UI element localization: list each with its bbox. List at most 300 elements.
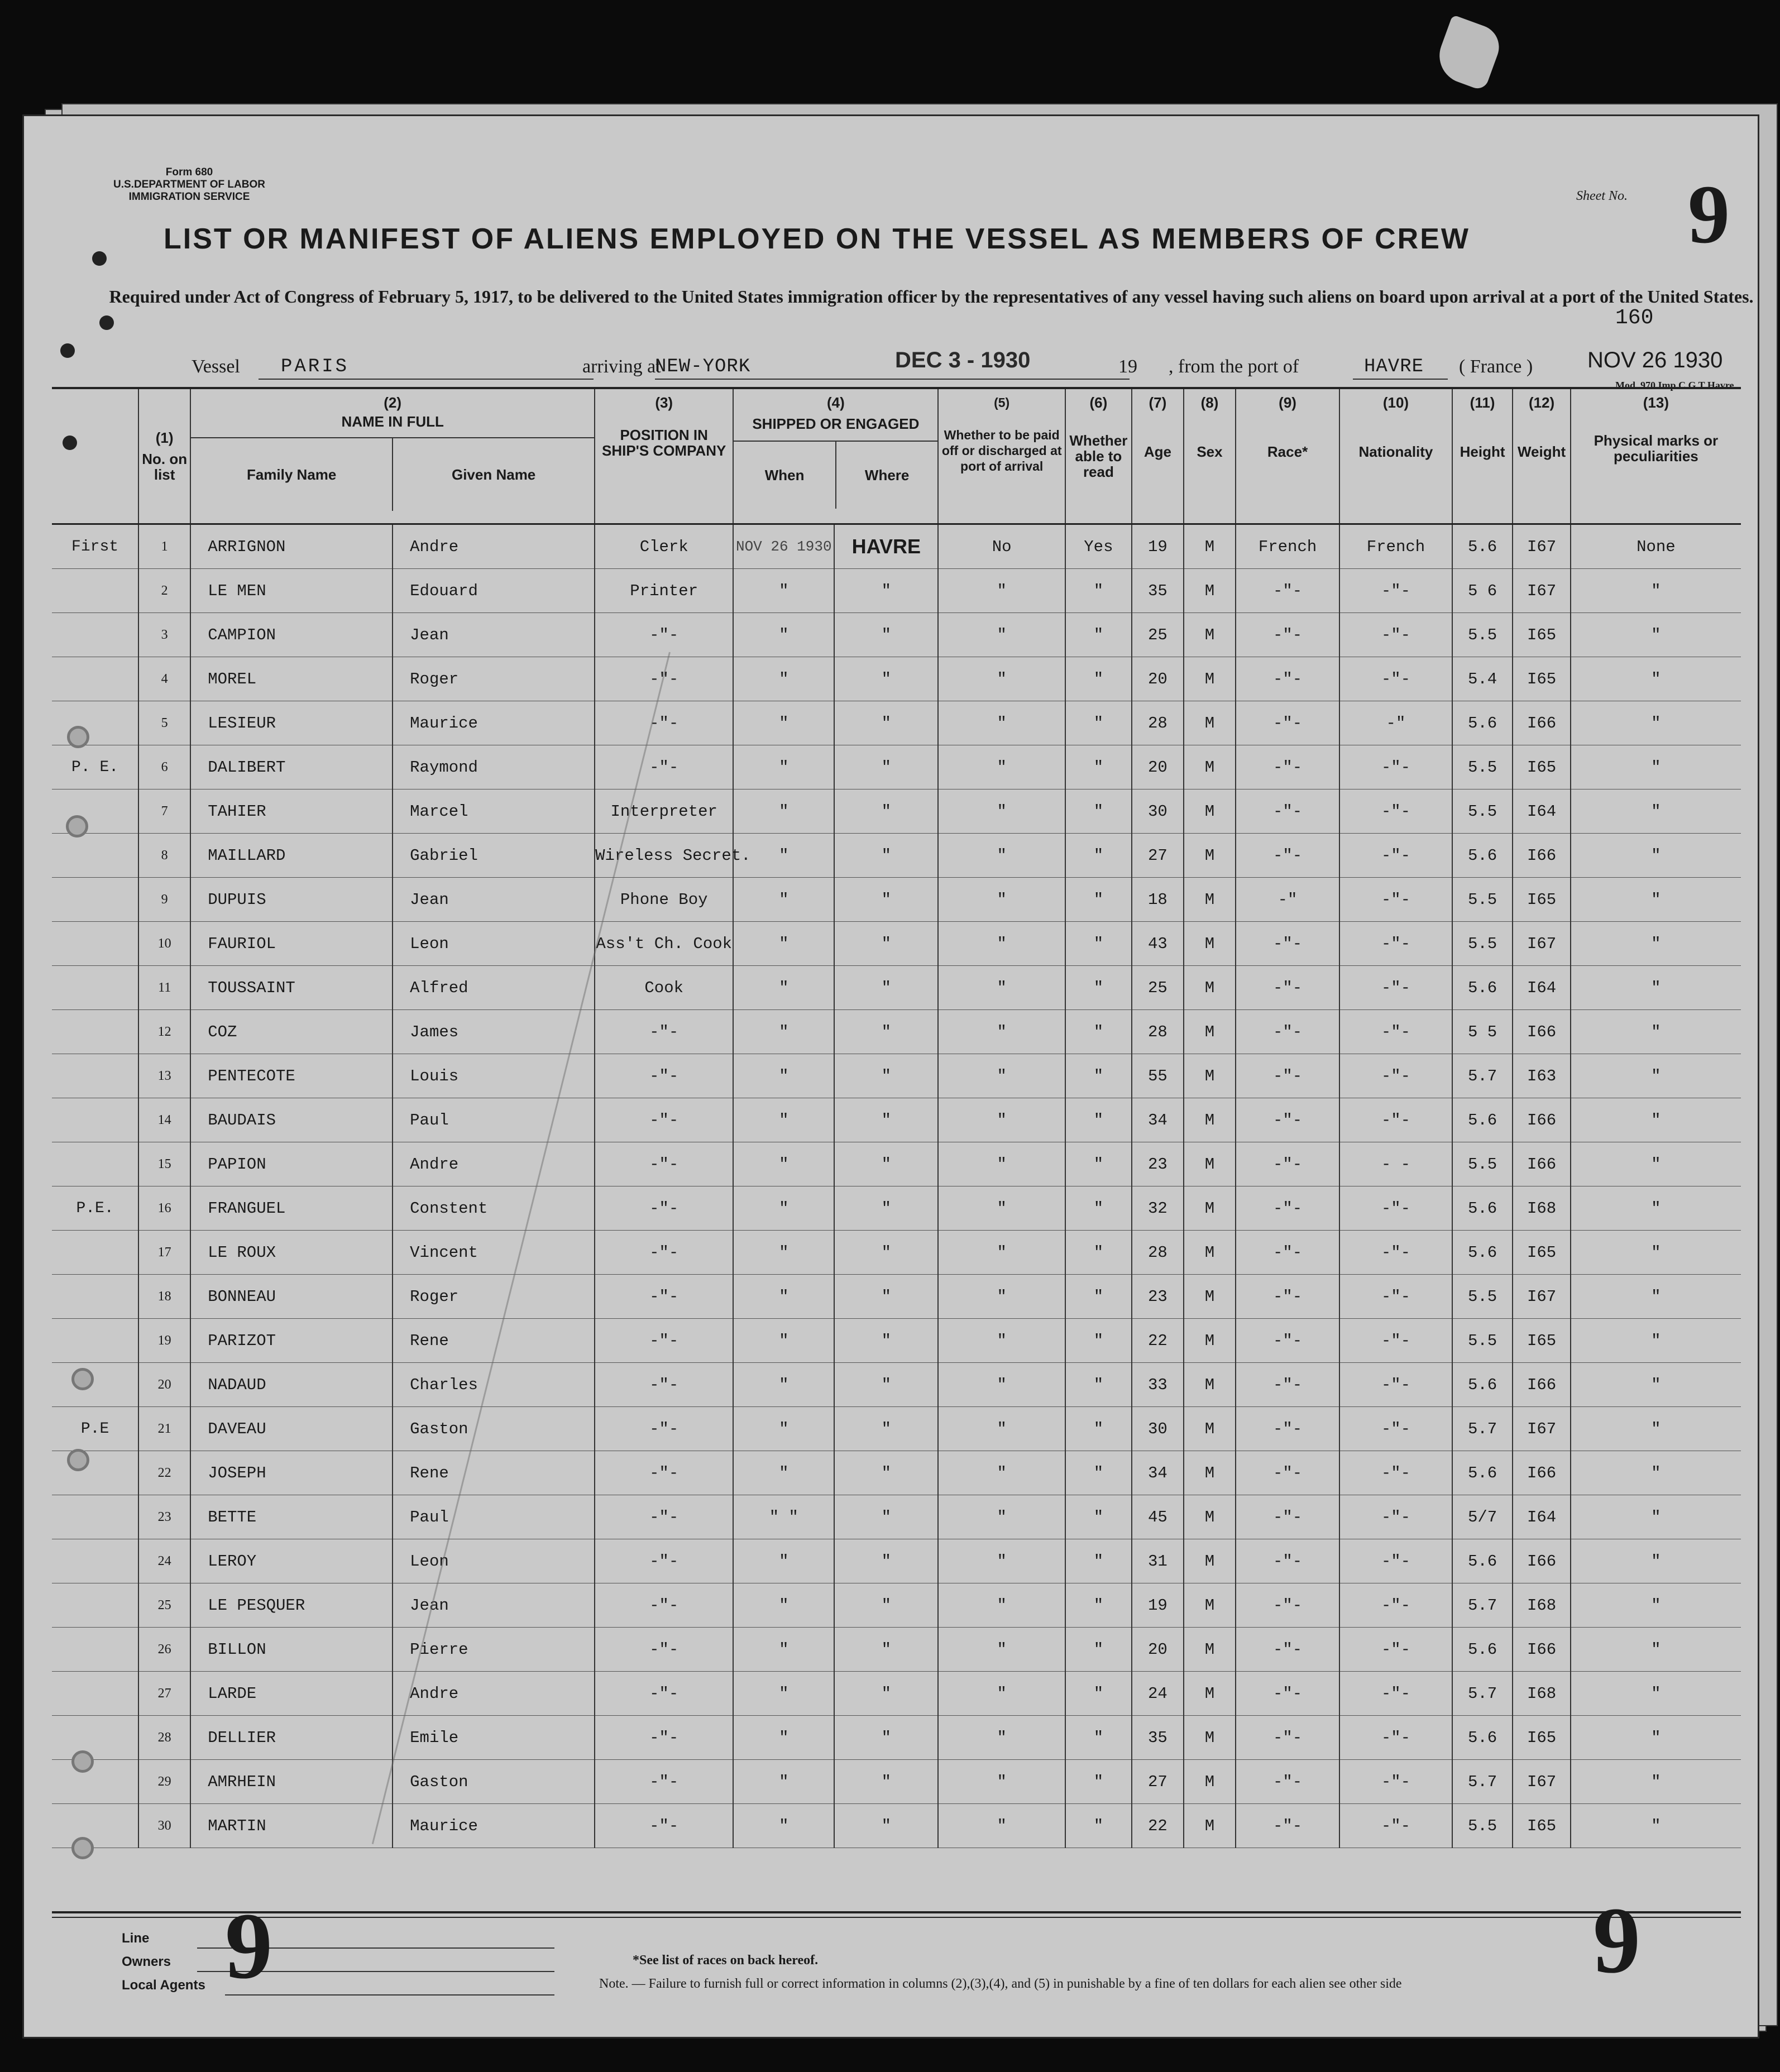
col3-num: (3) [655,394,673,411]
col1-label: No. on list [142,451,188,483]
page-title: LIST OR MANIFEST OF ALIENS EMPLOYED ON THE VESSEL AS MEMBERS OF CREW [164,223,1470,255]
family-name-header: Family Name [191,438,393,511]
weight: I65 [1513,1804,1570,1848]
col2-subheaders [191,438,594,511]
able-to-read: " [1065,1760,1132,1804]
row-number: 14 [138,1098,190,1142]
paid-off: " [938,1363,1065,1407]
col3-label: POSITION IN SHIP'S COMPANY [602,427,726,459]
height: 5.7 [1452,1054,1513,1098]
given-name: Jean [393,613,595,657]
vessel-label: Vessel [192,356,240,377]
physical-marks: " [1571,789,1741,834]
paid-off: " [938,1098,1065,1142]
row-number: 13 [138,1054,190,1098]
able-to-read: " [1065,1407,1132,1451]
row-number: 6 [138,745,190,789]
race: -"- [1236,1275,1339,1319]
paid-off: " [938,1054,1065,1098]
position: -"- [595,657,733,701]
race: -"- [1236,789,1339,834]
shipped-where: " [834,701,938,745]
row-note [52,1142,138,1186]
race: -"- [1236,701,1339,745]
shipped-where: " [834,569,938,613]
physical-marks: " [1571,1583,1741,1628]
row-number: 22 [138,1451,190,1495]
family-name: PAPION [190,1142,393,1186]
col1-header [138,388,190,524]
given-name: Raymond [393,745,595,789]
able-to-read: " [1065,1672,1132,1716]
requirement-text: Required under Act of Congress of February 5, 1917, to be delivered to the United States immigration officer by the representatives of any vessel having such aliens on board upon arrival at a port of the United States. [109,286,1754,307]
family-name: BONNEAU [190,1275,393,1319]
shipped-where: " [834,1319,938,1363]
height: 5.5 [1452,922,1513,966]
nationality: -"- [1339,613,1452,657]
family-name: BAUDAIS [190,1098,393,1142]
shipped-when: " [733,1098,834,1142]
family-name: MARTIN [190,1804,393,1848]
race: -"- [1236,1628,1339,1672]
nationality: -"- [1339,1628,1452,1672]
row-number: 1 [138,524,190,569]
physical-marks: " [1571,569,1741,613]
race: -"- [1236,1319,1339,1363]
height: 5.5 [1452,1319,1513,1363]
shipped-when: " [733,1628,834,1672]
paid-off: " [938,1716,1065,1760]
able-to-read: " [1065,745,1132,789]
position: -"- [595,1716,733,1760]
col2-num: (2) [384,394,402,411]
row-number: 20 [138,1363,190,1407]
physical-marks: " [1571,1231,1741,1275]
line-label: Line [122,1931,150,1946]
table-row [52,1760,1741,1804]
shipped-when: " [733,1275,834,1319]
weight: I66 [1513,1142,1570,1186]
age: 23 [1132,1275,1184,1319]
col8-header [1184,388,1236,524]
shipped-where: " [834,1583,938,1628]
weight: I66 [1513,1451,1570,1495]
binder-hole [92,251,107,266]
age: 27 [1132,834,1184,878]
row-number: 17 [138,1231,190,1275]
age: 30 [1132,789,1184,834]
sheet-number: 9 [1688,168,1730,261]
binder-hole [60,343,75,358]
form-header [113,166,265,203]
height: 5.7 [1452,1760,1513,1804]
shipped-where: " [834,966,938,1010]
shipped-where: " [834,1363,938,1407]
col12-header [1513,388,1570,524]
table-row [52,922,1741,966]
shipped-where: " [834,1054,938,1098]
race: -"- [1236,966,1339,1010]
position: -"- [595,1451,733,1495]
row-number: 27 [138,1672,190,1716]
shipped-when: " [733,966,834,1010]
sex: M [1184,834,1236,878]
nationality: -"- [1339,834,1452,878]
physical-marks: " [1571,1186,1741,1231]
given-name: Jean [393,878,595,922]
table-row [52,1363,1741,1407]
weight: I67 [1513,1275,1570,1319]
paid-off: " [938,922,1065,966]
able-to-read: Yes [1065,524,1132,569]
table-row [52,1319,1741,1363]
row-number: 12 [138,1010,190,1054]
height: 5 6 [1452,569,1513,613]
race: -"- [1236,1539,1339,1583]
weight: I68 [1513,1186,1570,1231]
given-name: Maurice [393,701,595,745]
family-name: PARIZOT [190,1319,393,1363]
sheet-count: 160 [1615,306,1654,330]
arriving-port: NEW-YORK [655,356,751,377]
binder-ring [67,1449,89,1471]
table-row [52,524,1741,569]
age: 18 [1132,878,1184,922]
height: 5.7 [1452,1583,1513,1628]
shipped-where: " [834,1672,938,1716]
shipped-when: " [733,1716,834,1760]
race: French [1236,524,1339,569]
age: 24 [1132,1672,1184,1716]
able-to-read: " [1065,1583,1132,1628]
height: 5.6 [1452,1098,1513,1142]
shipped-when: " [733,789,834,834]
row-number: 7 [138,789,190,834]
height: 5/7 [1452,1495,1513,1539]
owners-label: Owners [122,1954,171,1969]
sex: M [1184,1672,1236,1716]
height: 5.5 [1452,789,1513,834]
height: 5.5 [1452,613,1513,657]
weight: I63 [1513,1054,1570,1098]
col4-label: SHIPPED OR ENGAGED [734,410,937,442]
family-name: DAVEAU [190,1407,393,1451]
shipped-where: " [834,1628,938,1672]
sex: M [1184,878,1236,922]
height: 5.6 [1452,1231,1513,1275]
col13-label: Physical marks or peculiarities [1594,432,1719,465]
given-name: Edouard [393,569,595,613]
position: -"- [595,1231,733,1275]
weight: I66 [1513,701,1570,745]
paid-off: " [938,1583,1065,1628]
paid-off: " [938,1495,1065,1539]
table-row [52,1583,1741,1628]
col7-header [1132,388,1184,524]
physical-marks: " [1571,1142,1741,1186]
shipped-where: " [834,657,938,701]
paid-off: " [938,1804,1065,1848]
height: 5.7 [1452,1407,1513,1451]
race: -"- [1236,1054,1339,1098]
family-name: JOSEPH [190,1451,393,1495]
able-to-read: " [1065,1186,1132,1231]
given-name: Vincent [393,1231,595,1275]
given-name: Paul [393,1098,595,1142]
able-to-read: " [1065,1142,1132,1186]
age: 19 [1132,524,1184,569]
physical-marks: " [1571,1495,1741,1539]
nationality: -"- [1339,1231,1452,1275]
family-name: LEROY [190,1539,393,1583]
position: -"- [595,1010,733,1054]
row-note [52,1495,138,1539]
physical-marks: " [1571,745,1741,789]
table-row [52,1231,1741,1275]
age: 43 [1132,922,1184,966]
weight: I67 [1513,922,1570,966]
nationality: -"- [1339,1716,1452,1760]
family-name: FRANGUEL [190,1186,393,1231]
height: 5.6 [1452,966,1513,1010]
sex: M [1184,1054,1236,1098]
physical-marks: " [1571,1054,1741,1098]
position: Cook [595,966,733,1010]
given-name: Maurice [393,1804,595,1848]
shipped-where: " [834,1451,938,1495]
weight: I64 [1513,789,1570,834]
sex: M [1184,745,1236,789]
family-name: AMRHEIN [190,1760,393,1804]
paid-off: " [938,834,1065,878]
able-to-read: " [1065,1539,1132,1583]
shipped-when: " [733,1407,834,1451]
shipped-when: " [733,834,834,878]
nationality: -" [1339,701,1452,745]
able-to-read: " [1065,1275,1132,1319]
height: 5.7 [1452,1672,1513,1716]
given-name: Gaston [393,1407,595,1451]
weight: I65 [1513,613,1570,657]
sex: M [1184,1495,1236,1539]
physical-marks: " [1571,834,1741,878]
table-row [52,1010,1741,1054]
height: 5.6 [1452,1716,1513,1760]
weight: I64 [1513,966,1570,1010]
when-header: When [734,442,836,509]
nationality: -"- [1339,789,1452,834]
shipped-when: " [733,1054,834,1098]
row-note: P. E. [52,745,138,789]
row-note: P.E. [52,1186,138,1231]
sheet-label: Sheet No. [1576,189,1628,203]
height: 5.6 [1452,1451,1513,1495]
row-note [52,1539,138,1583]
col4-subheaders [734,442,937,509]
position: -"- [595,1407,733,1451]
age: 34 [1132,1451,1184,1495]
shipped-when: " [733,1142,834,1186]
physical-marks: " [1571,922,1741,966]
age: 31 [1132,1539,1184,1583]
height: 5 5 [1452,1010,1513,1054]
table-row [52,657,1741,701]
given-name: Charles [393,1363,595,1407]
given-name: Rene [393,1451,595,1495]
height: 5.5 [1452,1275,1513,1319]
given-name: Gabriel [393,834,595,878]
sex: M [1184,1319,1236,1363]
table-row [52,745,1741,789]
department: U.S.DEPARTMENT OF LABOR [113,179,265,190]
row-note [52,1672,138,1716]
binder-hole [63,436,77,450]
race: -"- [1236,922,1339,966]
position: -"- [595,1319,733,1363]
table-row [52,1495,1741,1539]
position: Interpreter [595,789,733,834]
physical-marks: " [1571,1716,1741,1760]
col12-label: Weight [1517,443,1566,460]
weight: I66 [1513,834,1570,878]
position: -"- [595,1583,733,1628]
table-row [52,1672,1741,1716]
age: 33 [1132,1363,1184,1407]
row-note [52,1098,138,1142]
given-name: Pierre [393,1628,595,1672]
shipped-when: " [733,1539,834,1583]
row-note [52,1054,138,1098]
position: -"- [595,1098,733,1142]
table-row [52,1275,1741,1319]
row-number: 16 [138,1186,190,1231]
table-row [52,1716,1741,1760]
country: ( France ) [1459,356,1533,377]
binder-ring [71,1750,94,1773]
nationality: -"- [1339,1098,1452,1142]
family-name: MAILLARD [190,834,393,878]
given-name: Emile [393,1716,595,1760]
departure-port: HAVRE [1364,356,1424,377]
physical-marks: " [1571,701,1741,745]
paid-off: " [938,1628,1065,1672]
position: Ass't Ch. Cook [595,922,733,966]
sex: M [1184,613,1236,657]
table-row [52,1407,1741,1451]
physical-marks: " [1571,1628,1741,1672]
row-note [52,1760,138,1804]
where-header: Where [864,467,910,484]
sex: M [1184,1716,1236,1760]
shipped-when: NOV 26 1930 [733,524,834,569]
paid-off: " [938,1672,1065,1716]
table-row [52,1451,1741,1495]
position: -"- [595,1539,733,1583]
family-name: LE ROUX [190,1231,393,1275]
age: 20 [1132,657,1184,701]
shipped-where: " [834,1010,938,1054]
weight: I67 [1513,569,1570,613]
family-name: COZ [190,1010,393,1054]
table-row [52,1142,1741,1186]
nationality: -"- [1339,1760,1452,1804]
col8-num: (8) [1200,394,1219,411]
nationality: French [1339,524,1452,569]
height: 5.6 [1452,1539,1513,1583]
family-name: TAHIER [190,789,393,834]
races-note: *See list of races on back hereof. [633,1953,819,1968]
manifest-sheet [22,114,1759,2038]
shipped-when: " [733,1451,834,1495]
col9-header [1236,388,1339,524]
weight: I65 [1513,745,1570,789]
weight: I66 [1513,1628,1570,1672]
able-to-read: " [1065,1628,1132,1672]
physical-marks: " [1571,1098,1741,1142]
paid-off: " [938,966,1065,1010]
position: -"- [595,1275,733,1319]
nationality: -"- [1339,1319,1452,1363]
row-number: 25 [138,1583,190,1628]
given-name: James [393,1010,595,1054]
height: 5.6 [1452,701,1513,745]
able-to-read: " [1065,1054,1132,1098]
able-to-read: " [1065,922,1132,966]
weight: I64 [1513,1495,1570,1539]
position: -"- [595,613,733,657]
row-note [52,1628,138,1672]
given-name: Andre [393,1672,595,1716]
able-to-read: " [1065,569,1132,613]
sex: M [1184,701,1236,745]
shipped-when: " [733,701,834,745]
row-number: 9 [138,878,190,922]
shipped-where: " [834,1760,938,1804]
paid-off: " [938,1142,1065,1186]
position: -"- [595,1142,733,1186]
height: 5.5 [1452,1804,1513,1848]
row-number: 23 [138,1495,190,1539]
race: -"- [1236,613,1339,657]
table-row [52,613,1741,657]
shipped-when: " [733,878,834,922]
shipped-where: HAVRE [834,524,938,569]
given-name: Alfred [393,966,595,1010]
stamp-nine-left: 9 [225,1893,272,1998]
row-number: 19 [138,1319,190,1363]
position: -"- [595,1054,733,1098]
col12-num: (12) [1528,394,1555,411]
physical-marks: " [1571,1451,1741,1495]
given-name: Roger [393,657,595,701]
row-note [52,789,138,834]
nationality: -"- [1339,1010,1452,1054]
age: 45 [1132,1495,1184,1539]
height: 5.4 [1452,657,1513,701]
position: -"- [595,1186,733,1231]
paid-off: " [938,701,1065,745]
age: 55 [1132,1054,1184,1098]
given-name-header: Given Name [451,466,536,483]
table-row [52,701,1741,745]
age: 22 [1132,1804,1184,1848]
height: 5.5 [1452,745,1513,789]
age: 20 [1132,745,1184,789]
able-to-read: " [1065,1098,1132,1142]
given-name: Constent [393,1186,595,1231]
table-row [52,834,1741,878]
nationality: -"- [1339,966,1452,1010]
